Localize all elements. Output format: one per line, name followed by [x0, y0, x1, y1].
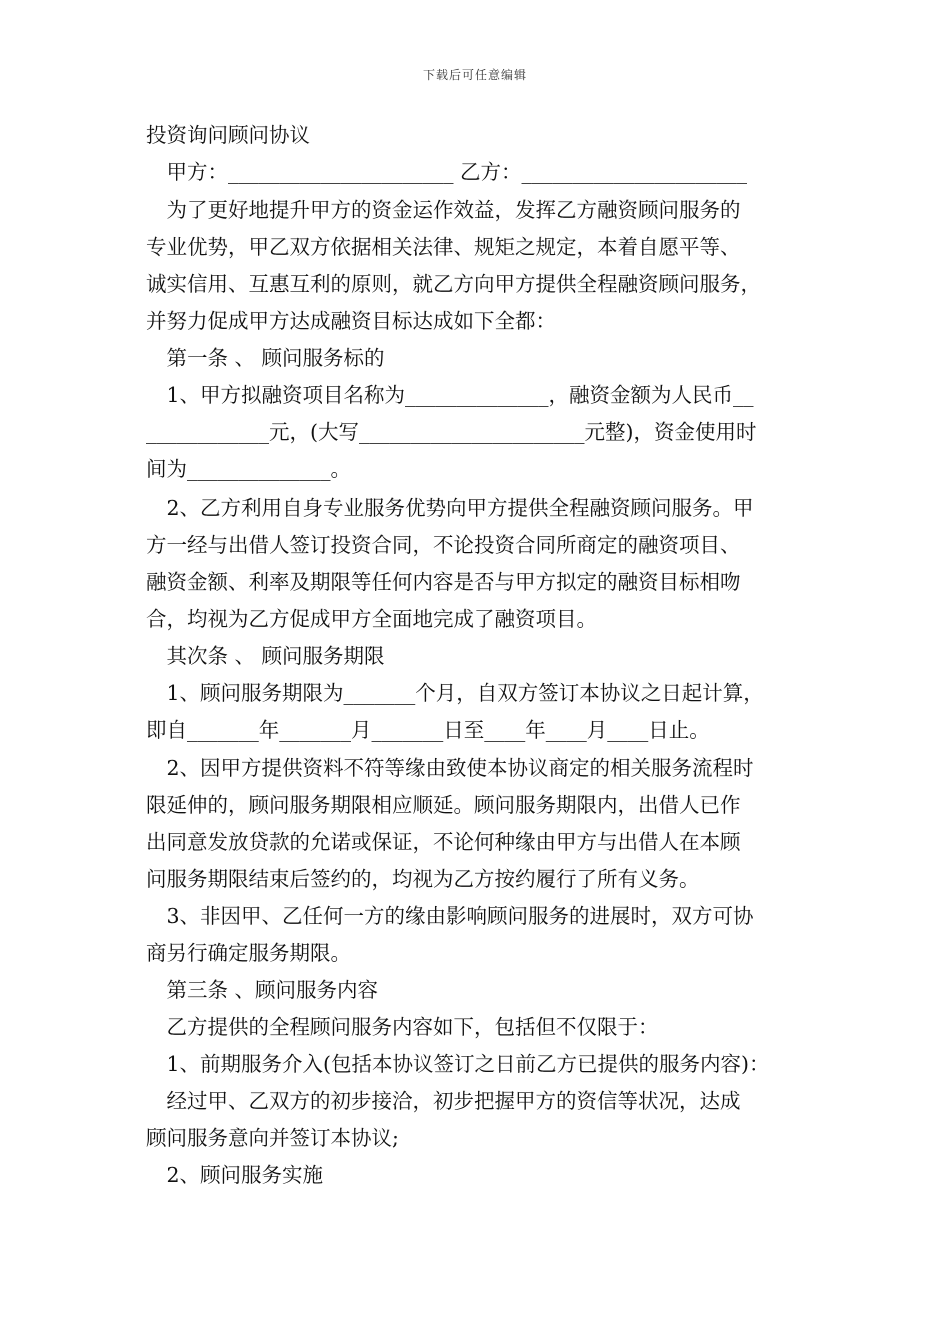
text-line: 专业优势，甲乙双方依据相关法律、规矩之规定，本着自愿平等、	[146, 235, 741, 259]
text-line: 融资金额、利率及期限等任何内容是否与甲方拟定的融资目标相吻	[146, 570, 741, 594]
text-line: 合，均视为乙方促成甲方全面地完成了融资项目。	[146, 607, 597, 631]
text-line: 2、乙方利用自身专业服务优势向甲方提供全程融资顾问服务。甲	[146, 496, 754, 520]
text-line: 甲方：______________________ 乙方：______________________	[146, 160, 748, 184]
page-header: 下载后可任意编辑	[422, 68, 527, 82]
text-line: 1、前期服务介入(包括本协议签订之日前乙方已提供的服务内容)：	[146, 1052, 770, 1076]
text-line: 方一经与出借人签订投资合同，不论投资合同所商定的融资项目、	[146, 533, 741, 557]
text-line: 2、因甲方提供资料不符等缘由致使本协议商定的相关服务流程时	[146, 756, 754, 780]
text-line: 商另行确定服务期限。	[146, 941, 351, 965]
text-line: 诚实信用、互惠互利的原则，就乙方向甲方提供全程融资顾问服务，	[146, 272, 761, 296]
text-line: 出同意发放贷款的允诺或保证，不论何种缘由甲方与出借人在本顾	[146, 830, 741, 854]
text-line: 1、顾问服务期限为_______个月，自双方签订本协议之日起计算，	[146, 681, 764, 705]
document-title: 投资询问顾问协议	[146, 123, 310, 147]
text-line: 并努力促成甲方达成融资目标达成如下全都：	[146, 309, 556, 333]
text-line: 即自_______年_______月_______日至____年____月____日止。	[146, 718, 710, 742]
text-line: ____________元，(大写______________________元整)，资金使用时	[146, 420, 757, 444]
text-line: 3、非因甲、乙任何一方的缘由影响顾问服务的进展时，双方可协	[146, 904, 754, 928]
text-line: 其次条 、 顾问服务期限	[146, 644, 385, 668]
text-line: 问服务期限结束后签约的，均视为乙方按约履行了所有义务。	[146, 867, 700, 891]
text-line: 第三条 、顾问服务内容	[146, 978, 379, 1002]
text-line: 乙方提供的全程顾问服务内容如下，包括但不仅限于：	[146, 1015, 659, 1039]
text-line: 2、顾问服务实施	[146, 1163, 324, 1187]
text-line: 第一条 、 顾问服务标的	[146, 346, 385, 370]
text-line: 1、甲方拟融资项目名称为______________，融资金额为人民币__	[146, 383, 754, 407]
text-line: 限延伸的，顾问服务期限相应顺延。顾问服务期限内，出借人已作	[146, 793, 741, 817]
text-line: 间为______________。	[146, 457, 351, 481]
text-line: 顾问服务意向并签订本协议;	[146, 1126, 399, 1150]
text-line: 为了更好地提升甲方的资金运作效益，发挥乙方融资顾问服务的	[146, 198, 741, 222]
text-line: 经过甲、乙双方的初步接洽，初步把握甲方的资信等状况，达成	[146, 1089, 741, 1113]
